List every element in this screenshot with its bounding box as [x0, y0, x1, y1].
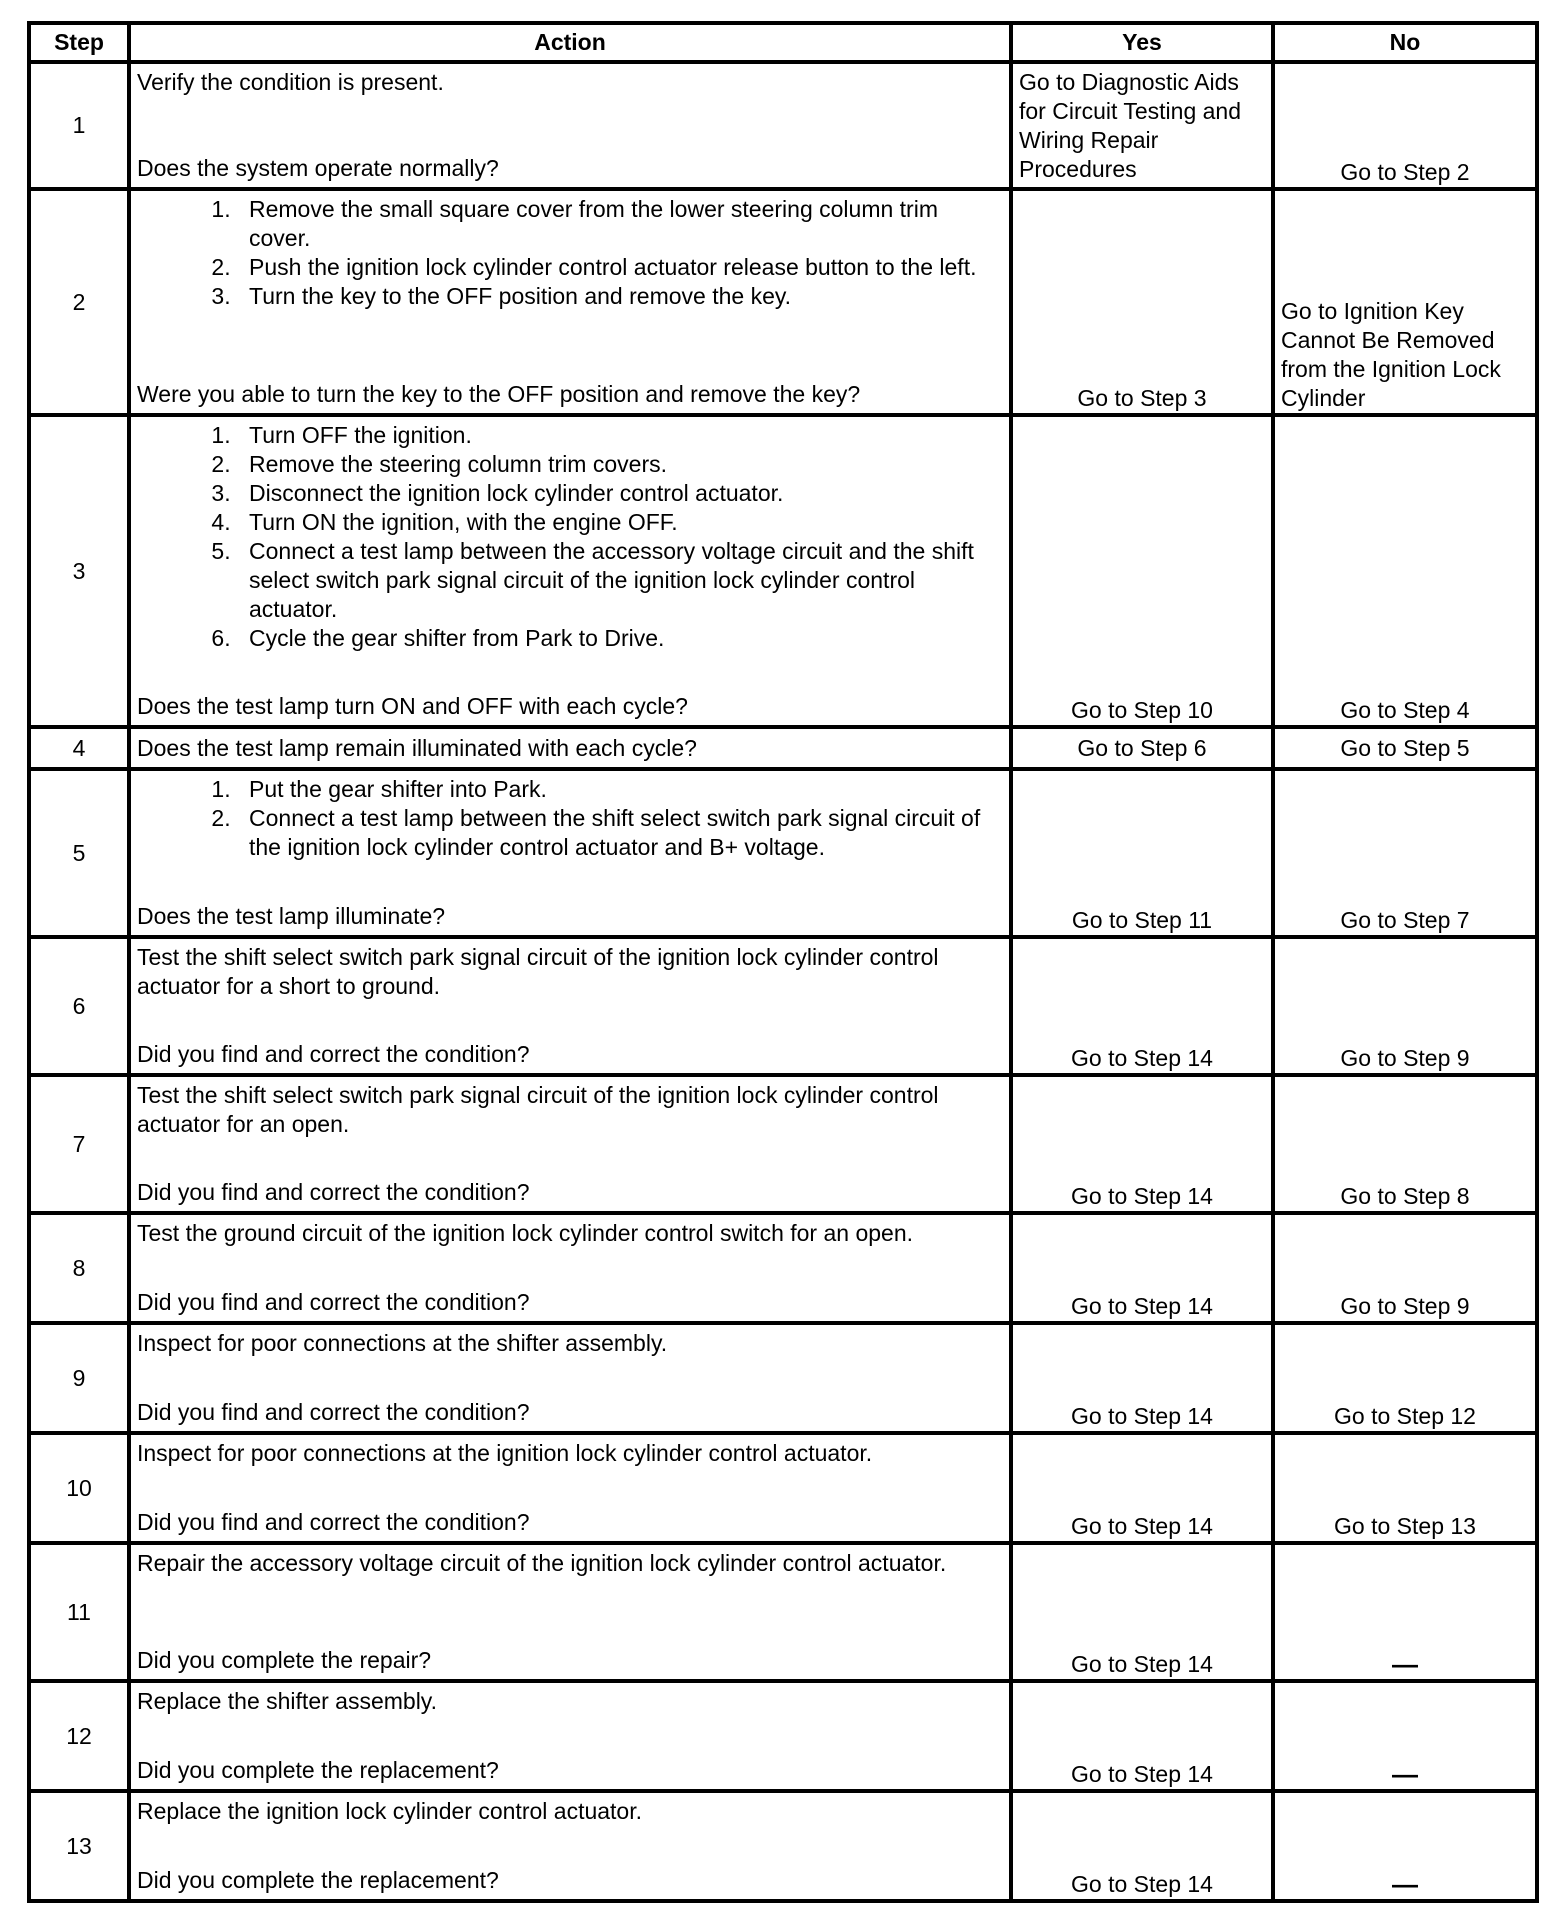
procedure-item: 6. Cycle the gear shifter from Park to Drive. — [237, 624, 1003, 653]
no-result: Go to Ignition Key Cannot Be Removed from the Ignition Lock Cylinder — [1273, 189, 1537, 415]
yes-result: Go to Step 10 — [1011, 415, 1273, 727]
action-cell — [129, 1681, 1011, 1791]
step-number: 5 — [29, 769, 129, 937]
no-result: Go to Step 12 — [1273, 1323, 1537, 1433]
step-number: 4 — [29, 727, 129, 769]
yes-result: Go to Diagnostic Aids for Circuit Testing and Wiring Repair Procedures — [1011, 62, 1273, 189]
no-result: — — [1273, 1791, 1537, 1901]
table-row — [29, 1323, 1537, 1433]
procedure-item: 2. Remove the steering column trim covers. — [237, 450, 1003, 479]
no-result: Go to Step 4 — [1273, 415, 1537, 727]
action-question: Does the system operate normally? — [137, 155, 499, 181]
action-cell — [129, 769, 1011, 937]
yes-result: Go to Step 14 — [1011, 1075, 1273, 1213]
yes-result: Go to Step 14 — [1011, 937, 1273, 1075]
yes-result: Go to Step 6 — [1011, 727, 1273, 769]
no-result: Go to Step 9 — [1273, 937, 1537, 1075]
action-cell — [129, 415, 1011, 727]
yes-result: Go to Step 14 — [1011, 1213, 1273, 1323]
header-step: Step — [29, 23, 129, 62]
header-action: Action — [129, 23, 1011, 62]
action-instruction: Test the shift select switch park signal circuit of the ignition lock cylinder control actuator for an open. — [137, 1082, 939, 1137]
action-question: Does the test lamp illuminate? — [137, 903, 446, 929]
action-question: Did you complete the replacement? — [137, 1757, 499, 1783]
procedure-item: 2. Connect a test lamp between the shift select switch park signal circuit of the ignition lock cylinder control actuator and B+ voltage. — [237, 804, 1003, 862]
step-number: 3 — [29, 415, 129, 727]
step-number: 12 — [29, 1681, 129, 1791]
step-number: 7 — [29, 1075, 129, 1213]
no-result: Go to Step 2 — [1273, 62, 1537, 189]
procedure-list — [137, 195, 1003, 311]
action-question: Does the test lamp turn ON and OFF with each cycle? — [137, 693, 688, 719]
step-number: 9 — [29, 1323, 129, 1433]
table-row — [29, 1791, 1537, 1901]
yes-result: Go to Step 3 — [1011, 189, 1273, 415]
step-number: 13 — [29, 1791, 129, 1901]
step-number: 6 — [29, 937, 129, 1075]
diagnostic-table — [27, 21, 1539, 1903]
action-instruction: Inspect for poor connections at the shifter assembly. — [137, 1330, 668, 1356]
table-row — [29, 1213, 1537, 1323]
action-question: Did you find and correct the condition? — [137, 1179, 530, 1205]
table-row — [29, 1543, 1537, 1681]
step-number: 10 — [29, 1433, 129, 1543]
action-cell — [129, 937, 1011, 1075]
action-question: Did you complete the replacement? — [137, 1867, 499, 1893]
action-instruction: Inspect for poor connections at the ignition lock cylinder control actuator. — [137, 1440, 873, 1466]
action-cell — [129, 189, 1011, 415]
step-number: 8 — [29, 1213, 129, 1323]
table-row — [29, 415, 1537, 727]
procedure-item: 1. Remove the small square cover from the lower steering column trim cover. — [237, 195, 1003, 253]
action-cell — [129, 1213, 1011, 1323]
procedure-item: 1. Put the gear shifter into Park. — [237, 775, 1003, 804]
action-cell — [129, 1075, 1011, 1213]
action-cell — [129, 1791, 1011, 1901]
action-question: Were you able to turn the key to the OFF position and remove the key? — [137, 381, 861, 407]
procedure-item: 2. Push the ignition lock cylinder control actuator release button to the left. — [237, 253, 1003, 282]
action-instruction: Replace the shifter assembly. — [137, 1688, 437, 1714]
procedure-list — [137, 421, 1003, 653]
action-question: Did you find and correct the condition? — [137, 1289, 530, 1315]
action-question: Did you find and correct the condition? — [137, 1509, 530, 1535]
step-number: 2 — [29, 189, 129, 415]
procedure-item: 3. Disconnect the ignition lock cylinder control actuator. — [237, 479, 1003, 508]
procedure-item: 4. Turn ON the ignition, with the engine OFF. — [237, 508, 1003, 537]
no-result: — — [1273, 1681, 1537, 1791]
table-row — [29, 937, 1537, 1075]
yes-result: Go to Step 11 — [1011, 769, 1273, 937]
no-result: Go to Step 13 — [1273, 1433, 1537, 1543]
no-result: Go to Step 8 — [1273, 1075, 1537, 1213]
action-instruction: Test the shift select switch park signal circuit of the ignition lock cylinder control actuator for a short to ground. — [137, 944, 939, 999]
action-instruction: Verify the condition is present. — [137, 69, 444, 95]
table-row — [29, 769, 1537, 937]
procedure-item: 5. Connect a test lamp between the accessory voltage circuit and the shift select switch park signal circuit of the ignition lock cylinder control actuator. — [237, 537, 1003, 624]
header-no: No — [1273, 23, 1537, 62]
action-cell — [129, 1323, 1011, 1433]
action-question: Does the test lamp remain illuminated with each cycle? — [129, 727, 1011, 769]
table-row — [29, 727, 1537, 769]
yes-result: Go to Step 14 — [1011, 1543, 1273, 1681]
step-number: 11 — [29, 1543, 129, 1681]
yes-result: Go to Step 14 — [1011, 1433, 1273, 1543]
step-number: 1 — [29, 62, 129, 189]
action-instruction: Repair the accessory voltage circuit of the ignition lock cylinder control actuator. — [137, 1550, 947, 1576]
table-row — [29, 1681, 1537, 1791]
no-result: Go to Step 5 — [1273, 727, 1537, 769]
table-row — [29, 1075, 1537, 1213]
procedure-item: 3. Turn the key to the OFF position and remove the key. — [237, 282, 1003, 311]
action-question: Did you find and correct the condition? — [137, 1399, 530, 1425]
action-cell — [129, 1433, 1011, 1543]
header-yes: Yes — [1011, 23, 1273, 62]
procedure-list — [137, 775, 1003, 862]
yes-result: Go to Step 14 — [1011, 1681, 1273, 1791]
action-instruction: Test the ground circuit of the ignition lock cylinder control switch for an open. — [137, 1220, 914, 1246]
action-question: Did you complete the repair? — [137, 1647, 432, 1673]
yes-result: Go to Step 14 — [1011, 1791, 1273, 1901]
table-row — [29, 189, 1537, 415]
procedure-item: 1. Turn OFF the ignition. — [237, 421, 1003, 450]
no-result: Go to Step 7 — [1273, 769, 1537, 937]
action-instruction: Replace the ignition lock cylinder control actuator. — [137, 1798, 643, 1824]
table-row — [29, 1433, 1537, 1543]
header-row — [29, 23, 1537, 62]
action-question: Did you find and correct the condition? — [137, 1041, 530, 1067]
yes-result: Go to Step 14 — [1011, 1323, 1273, 1433]
no-result: — — [1273, 1543, 1537, 1681]
no-result: Go to Step 9 — [1273, 1213, 1537, 1323]
action-cell — [129, 62, 1011, 189]
table-row — [29, 62, 1537, 189]
action-cell — [129, 1543, 1011, 1681]
